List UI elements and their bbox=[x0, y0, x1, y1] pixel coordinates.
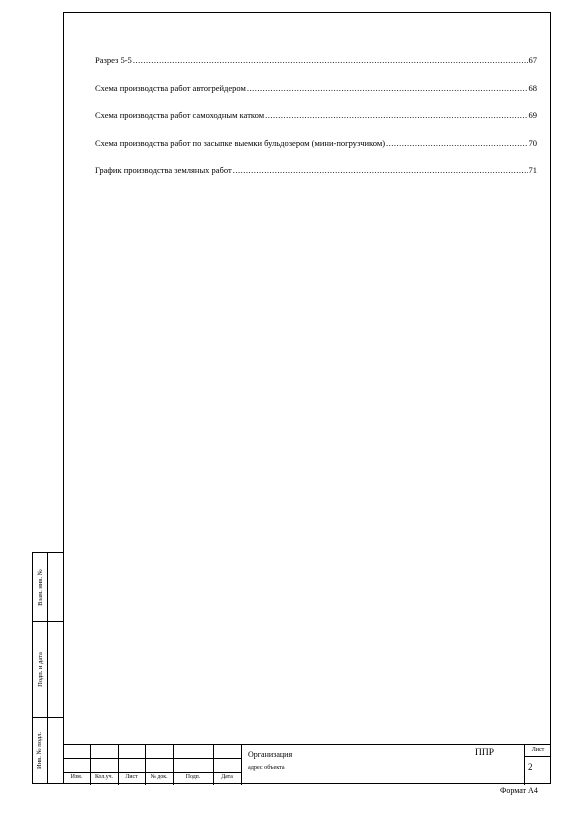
header-izm: Изм. bbox=[70, 774, 83, 780]
sheet-number: 2 bbox=[528, 762, 533, 772]
table-of-contents bbox=[95, 55, 537, 193]
toc-entry-title: График производства земляных работ bbox=[95, 165, 232, 175]
sheet-label: Лист bbox=[525, 745, 551, 757]
toc-entry-page: 67 bbox=[528, 55, 537, 65]
toc-entry-title: Схема производства работ самоходным катком bbox=[95, 110, 265, 120]
header-doc-number: № док. bbox=[150, 774, 168, 780]
toc-entry-page: 71 bbox=[528, 165, 537, 175]
document-code: ППР bbox=[475, 748, 495, 758]
paper-format: Формат А4 bbox=[500, 786, 538, 795]
toc-entry-title: Разрез 5-5 bbox=[95, 55, 132, 65]
object-address: адрес объекта bbox=[248, 764, 285, 771]
organization-name: Организация bbox=[248, 750, 293, 759]
toc-entry[interactable] bbox=[95, 55, 537, 83]
header-date: Дата bbox=[221, 774, 233, 780]
title-block bbox=[63, 744, 551, 784]
toc-leader-dots bbox=[233, 165, 528, 175]
toc-entry[interactable] bbox=[95, 83, 537, 111]
title-block-grid bbox=[63, 745, 241, 785]
side-label-zam: Взам. инв. № bbox=[36, 568, 44, 606]
toc-entry-title: Схема производства работ автогрейдером bbox=[95, 82, 246, 93]
toc-entry[interactable] bbox=[95, 138, 537, 166]
toc-leader-dots bbox=[133, 55, 528, 65]
toc-entry-page: 68 bbox=[528, 82, 537, 93]
side-label-inv: Инв. № подл. bbox=[36, 731, 44, 769]
toc-entry-page: 70 bbox=[528, 137, 537, 148]
side-stamp bbox=[32, 552, 63, 784]
header-list: Лист bbox=[125, 774, 138, 780]
header-kol-uch: Кол.уч. bbox=[94, 774, 113, 780]
toc-leader-dots bbox=[247, 83, 528, 93]
toc-entry[interactable] bbox=[95, 165, 537, 193]
toc-entry-page: 69 bbox=[528, 110, 537, 120]
toc-entry[interactable] bbox=[95, 110, 537, 138]
side-label-podp: Подп. и дата bbox=[36, 651, 44, 687]
toc-entry-title: Схема производства работ по засыпке выемки бульдозером (мини-погрузчиком) bbox=[95, 137, 386, 148]
sheet-box bbox=[524, 745, 551, 785]
title-block-separator bbox=[241, 745, 242, 785]
toc-leader-dots bbox=[265, 110, 527, 120]
toc-leader-dots bbox=[386, 138, 527, 148]
header-podp: Подп. bbox=[185, 774, 201, 780]
